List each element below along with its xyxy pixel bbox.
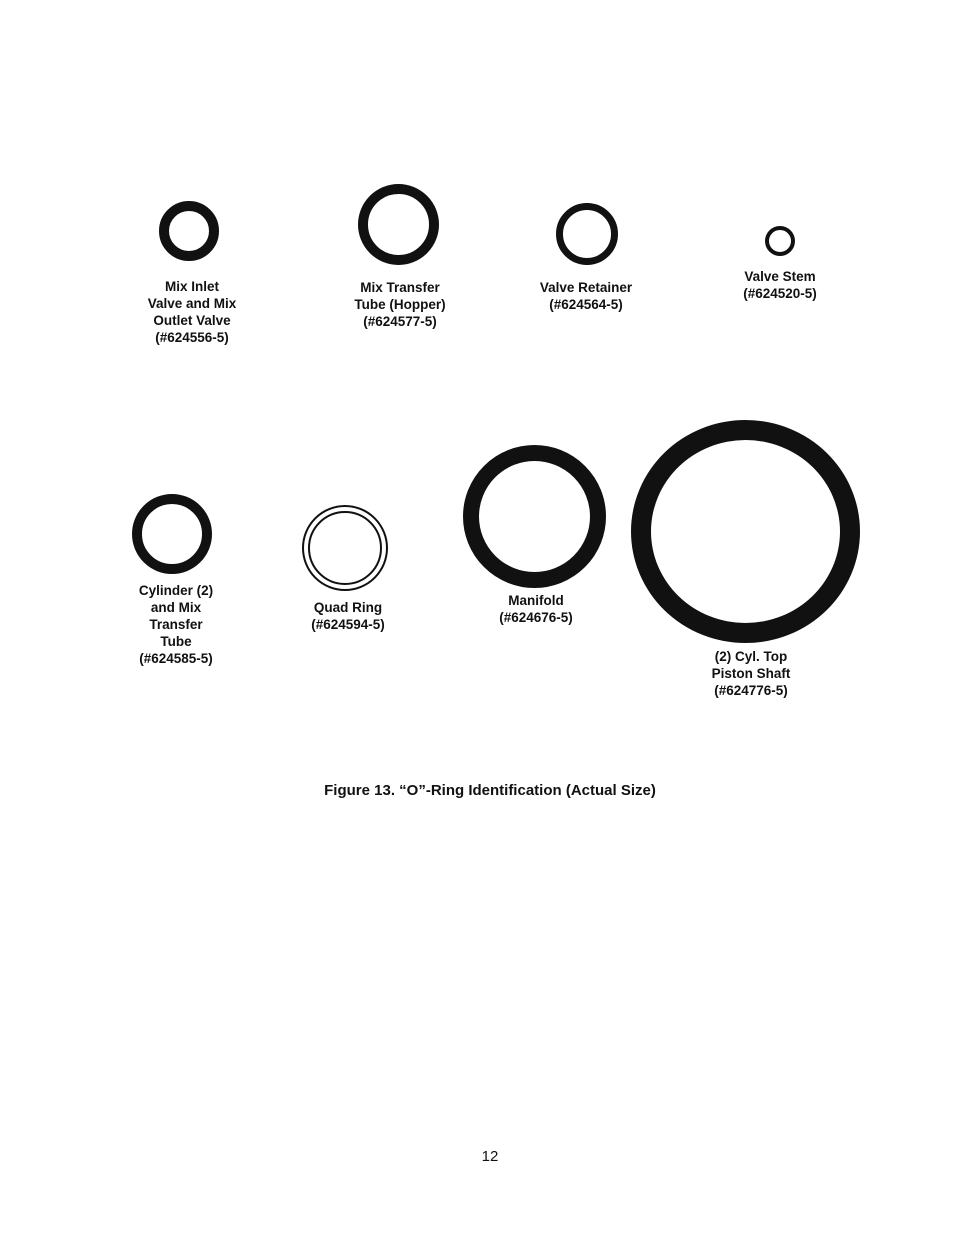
label-line: (#624577-5) — [363, 314, 437, 329]
label-line: Mix Inlet — [164, 279, 219, 294]
label-line: Manifold — [508, 593, 564, 608]
label-line: Mix Transfer — [360, 280, 440, 295]
label-quad-ring — [288, 599, 408, 633]
o-ring-piston-shaft — [631, 420, 860, 643]
label-line: Outlet Valve — [153, 313, 231, 328]
page-number: 12 — [481, 1148, 499, 1165]
label-line: Tube (Hopper) — [354, 297, 446, 312]
label-line: (#624564-5) — [549, 297, 623, 312]
label-line: Valve Retainer — [539, 280, 633, 295]
o-ring-quad-ring — [302, 505, 388, 591]
o-ring-manifold — [463, 445, 606, 588]
label-line: (#624556-5) — [155, 330, 229, 345]
label-line: Piston Shaft — [711, 666, 791, 681]
label-line: (#624676-5) — [499, 610, 573, 625]
label-manifold — [476, 592, 596, 626]
label-mix-inlet — [132, 278, 252, 346]
label-valve-stem — [720, 268, 840, 302]
label-line: Valve and Mix — [147, 296, 237, 311]
label-line: (2) Cyl. Top — [714, 649, 788, 664]
label-mix-transfer-hopper — [340, 279, 460, 330]
figure-caption: Figure 13. “O”-Ring Identification (Actual Size) — [324, 782, 656, 799]
label-line: (#624776-5) — [714, 683, 788, 698]
label-line: (#624585-5) — [139, 651, 213, 666]
label-line: (#624520-5) — [743, 286, 817, 301]
label-line: Quad Ring — [313, 600, 383, 615]
o-ring-mix-transfer-hopper — [358, 184, 439, 265]
label-line: Tube — [160, 634, 192, 649]
o-ring-cylinder — [132, 494, 212, 574]
quad-ring-inner-edge — [308, 511, 382, 585]
label-cylinder — [116, 582, 236, 667]
label-line: Cylinder (2) — [138, 583, 214, 598]
o-ring-valve-retainer — [556, 203, 618, 265]
label-valve-retainer — [521, 279, 651, 313]
label-piston-shaft — [691, 648, 811, 699]
label-line: (#624594-5) — [311, 617, 385, 632]
label-line: Valve Stem — [744, 269, 816, 284]
o-ring-valve-stem — [765, 226, 795, 256]
label-line: and Mix — [150, 600, 202, 615]
label-line: Transfer — [149, 617, 203, 632]
o-ring-mix-inlet — [159, 201, 219, 261]
